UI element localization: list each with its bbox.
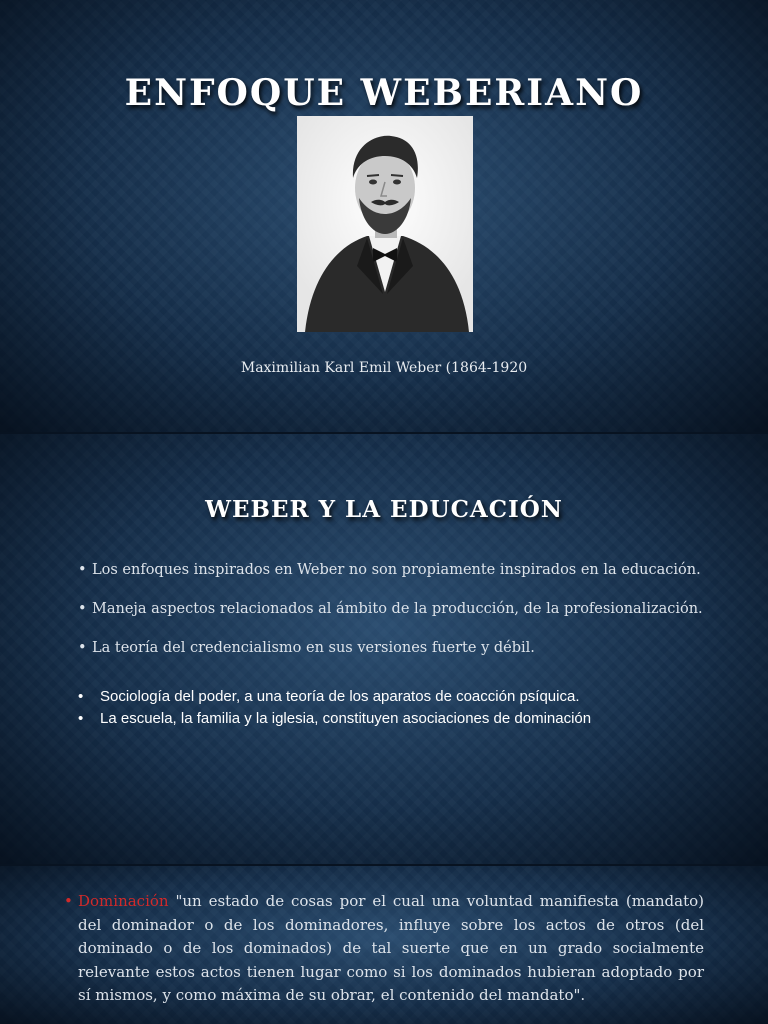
list-item-text: La teoría del credencialismo en sus versiones fuerte y débil. [92,640,535,656]
portrait-caption: Maximilian Karl Emil Weber (1864-1920 [240,360,528,376]
slide-heading: WEBER Y LA EDUCACIÓN [205,496,563,523]
bullet-list-sans [78,686,591,730]
list-item-text: Sociología del poder, a una teoría de los aparatos de coacción psíquica. [100,688,580,705]
slide-title [0,0,768,432]
definition-term: Dominación [78,892,169,910]
portrait-illustration [297,116,473,332]
list-item [78,686,591,708]
bullet-marker: • [78,640,87,656]
definition-text: "un estado de cosas por el cual una voluntad manifiesta (mandato) del dominador o de los dominadores, influye sobre los actos de otros (del dominado o de los dominados) de tal suerte que en un grado socialmente relevante estos actos tienen lugar como si los dominados hubieran adoptado por sí mismos, y como máxima de su obrar, el contenido del mandato". [78,892,704,1004]
slide-domination [0,866,768,1024]
list-item [78,601,738,617]
weber-portrait [297,116,473,332]
bullet-marker: • [78,601,87,617]
bullet-marker: • [78,688,84,705]
bullet-marker: • [64,892,73,910]
list-item-text: Maneja aspectos relacionados al ámbito de la producción, de la profesionalización. [92,601,703,617]
slide-title-heading: ENFOQUE WEBERIANO [124,72,644,114]
list-item [78,562,738,578]
bullet-marker: • [78,562,87,578]
list-item [78,708,591,730]
list-item [78,640,738,656]
definition-body [64,890,704,1008]
definition-paragraph [64,890,704,1008]
bullet-marker: • [78,710,84,727]
slide-weber-education [0,434,768,864]
list-item-text: Los enfoques inspirados en Weber no son propiamente inspirados en la educación. [92,562,701,578]
list-item-text: La escuela, la familia y la iglesia, constituyen asociaciones de dominación [100,710,592,727]
bullet-list [78,562,738,656]
